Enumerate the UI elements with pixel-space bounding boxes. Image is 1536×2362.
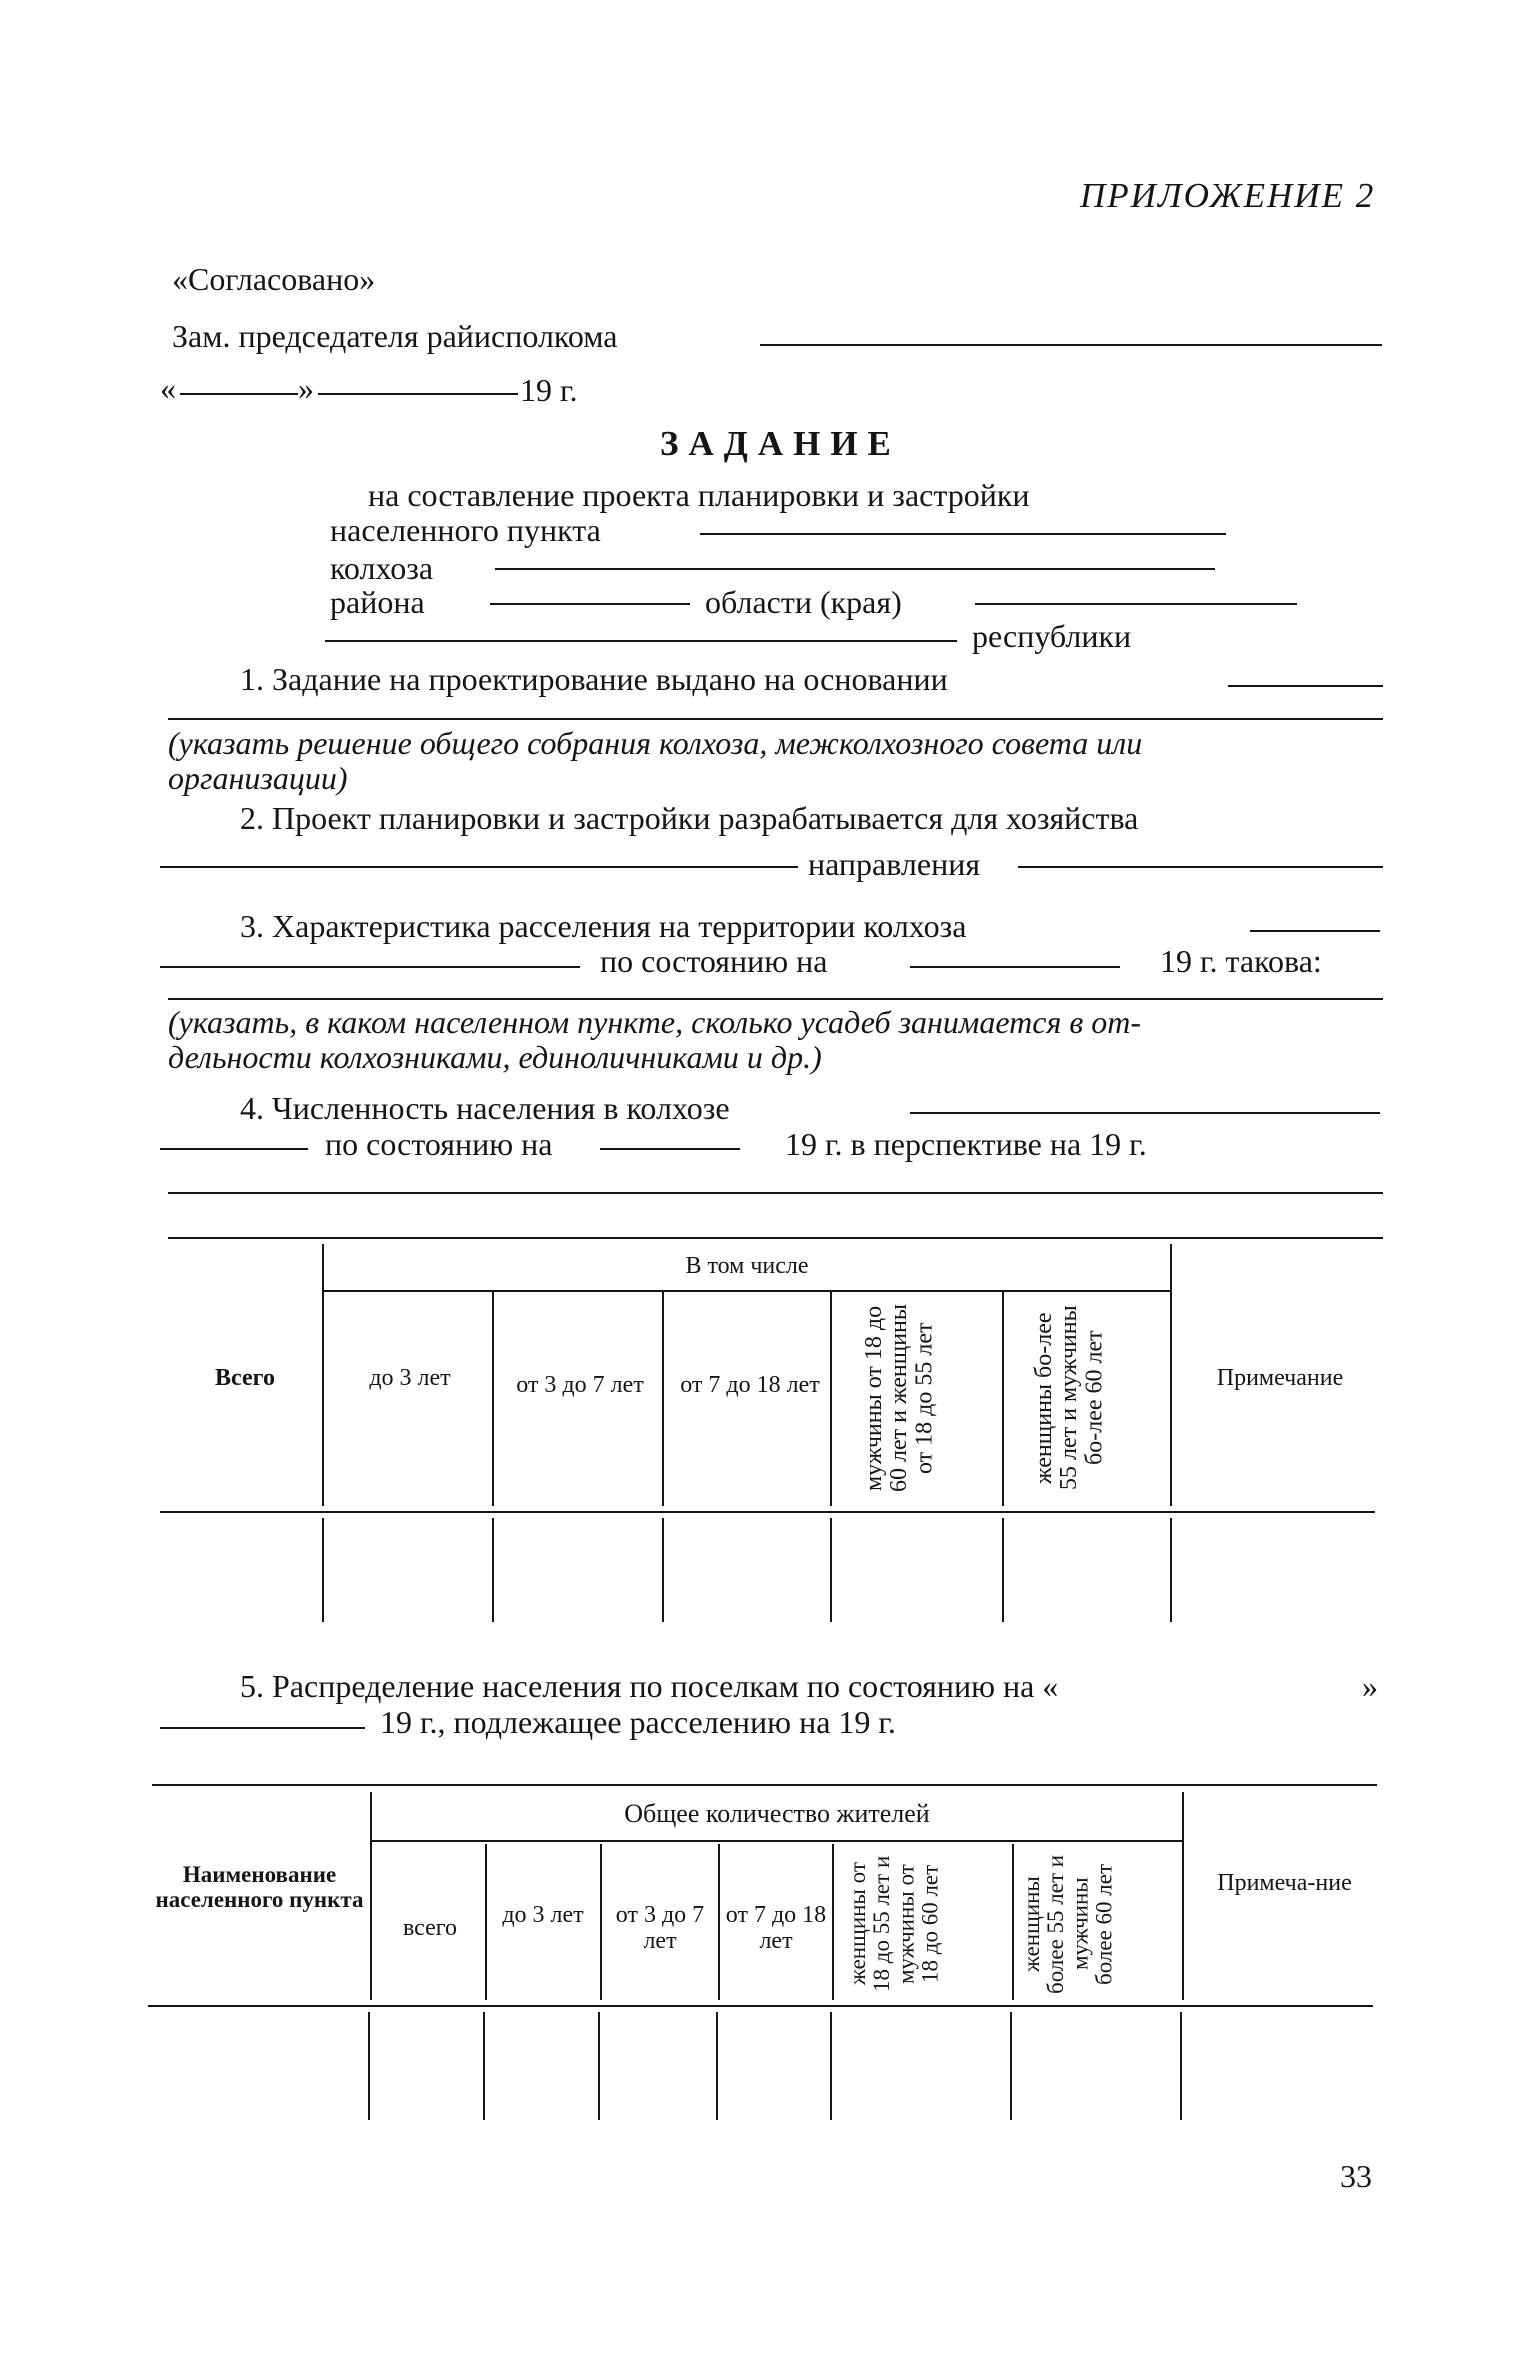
date-quote-open: « [160, 370, 176, 406]
item-3-line [1250, 930, 1380, 932]
table-2-header-working-age: женщины от 18 до 55 лет и мужчины от 18 до 60 лет [845, 1855, 943, 1993]
item-1-note-1: (указать решение общего собрания колхоза, межколхозного совета или [168, 725, 1143, 761]
approved-label: «Согласовано» [172, 261, 376, 297]
table-1-group-rule [324, 1290, 1170, 1292]
table-1-col-divider [492, 1292, 494, 1506]
table-1-body-divider [662, 1518, 664, 1622]
item-2-line-a [160, 866, 798, 868]
item-5-text: 5. Распределение населения по поселкам по состоянию на « [240, 1668, 1059, 1704]
district-label: района [330, 584, 425, 620]
page-number: 33 [1340, 2158, 1372, 2194]
item-2-text: 2. Проект планировки и застройки разрабатывается для хозяйства [240, 800, 1139, 836]
region-line [975, 603, 1297, 605]
table-1-header-group: В том числе [685, 1253, 809, 1279]
item-2-line-b [1018, 866, 1383, 868]
date-day-line [180, 393, 298, 395]
table-1-col-divider [1002, 1292, 1004, 1506]
table-1-header-elderly: женщины бо-лее 55 лет и мужчины бо-лее 60 лет [1031, 1305, 1108, 1491]
table-2-header-settlement-name: Наименование населенного пункта [155, 1862, 364, 1913]
table-1-body-divider [830, 1518, 832, 1622]
item-3-note-2: дельности колхозниками, единоличниками и др.) [168, 1039, 822, 1075]
table-1-header-working-age: мужчины от 18 до 60 лет и женщины от 18 до 55 лет [861, 1304, 938, 1493]
table-1-col-divider [662, 1292, 664, 1506]
table-1-top-rule [168, 1237, 1383, 1239]
table-2-group-rule [372, 1840, 1182, 1842]
table-2-body-divider [598, 2012, 600, 2120]
table-2-header-group: Общее количество жителей [624, 1799, 930, 1828]
item-1-fill-line [168, 718, 1383, 720]
table-2-body-divider [1010, 2012, 1012, 2120]
republic-line [325, 640, 957, 642]
table-2-body-divider [716, 2012, 718, 2120]
item-1-note-2: организации) [168, 760, 348, 796]
deputy-signature-line [760, 344, 1382, 346]
date-month-line [318, 393, 518, 395]
item-4-text: 4. Численность населения в колхозе [240, 1090, 730, 1126]
republic-label: республики [972, 618, 1132, 654]
table-1-body-divider [492, 1518, 494, 1622]
kolkhoz-label: колхоза [330, 550, 434, 586]
item-5-line-a [160, 1727, 365, 1729]
item-3-text: 3. Характеристика расселения на территории колхоза [240, 908, 967, 944]
table-1-header-rule [160, 1511, 1375, 1513]
settlement-line [700, 533, 1226, 535]
item-3-line-a [160, 966, 580, 968]
item-4-date-line [600, 1148, 740, 1150]
table-1-body-divider [1170, 1518, 1172, 1622]
item-5-quote-close: » [1362, 1668, 1378, 1704]
district-line [490, 603, 690, 605]
table-1-col-divider [1170, 1244, 1172, 1506]
table-1-header-note: Примечание [1216, 1365, 1344, 1391]
table-1-header-up-to-3: до 3 лет [369, 1365, 451, 1391]
table-1-header-7-to-18: от 7 до 18 лет [680, 1372, 820, 1398]
table-2-header-rule [148, 2005, 1373, 2007]
table-2-top-rule [152, 1784, 1377, 1786]
date-quote-close: » [298, 370, 314, 406]
item-1-text: 1. Задание на проектирование выдано на основании [240, 661, 948, 697]
kolkhoz-line [495, 568, 1215, 570]
table-2-header-total: всего [402, 1915, 458, 1941]
table-2-header-note: Примеча-ние [1217, 1870, 1352, 1896]
table-2-header-up-to-3: до 3 лет [502, 1902, 584, 1928]
table-1-body-divider [322, 1518, 324, 1622]
item-4-fill-line [168, 1192, 1383, 1194]
intro-line: на составление проекта планировки и застройки [368, 477, 1030, 513]
item-3-state: по состоянию на [600, 943, 828, 979]
item-5-year: 19 г., подлежащее расселению на 19 г. [380, 1704, 896, 1740]
table-1-header-total: Всего [215, 1365, 275, 1391]
table-1-header-3-to-7: от 3 до 7 лет [516, 1372, 644, 1398]
table-1-col-divider [322, 1244, 324, 1506]
item-4-year: 19 г. в перспективе на 19 г. [785, 1126, 1147, 1162]
item-4-state: по состоянию на [325, 1126, 553, 1162]
table-2-col-divider [1012, 1844, 1014, 2000]
table-1-body-divider [1002, 1518, 1004, 1622]
table-2-body-divider [1180, 2012, 1182, 2120]
table-2-body-divider [830, 2012, 832, 2120]
table-2-body-divider [368, 2012, 370, 2120]
document-title: ЗАДАНИЕ [660, 424, 901, 463]
deputy-label: Зам. председателя райисполкома [172, 318, 618, 354]
item-4-line [910, 1112, 1380, 1114]
date-year-suffix: 19 г. [520, 372, 578, 408]
item-3-date-line [910, 966, 1120, 968]
table-2-body-divider [483, 2012, 485, 2120]
table-2-header-3-to-7: от 3 до 7 лет [615, 1902, 705, 1955]
item-1-line [1228, 685, 1383, 687]
table-2-header-elderly: женщины более 55 лет и мужчины более 60 лет [1019, 1854, 1117, 1994]
table-2-header-7-to-18: от 7 до 18 лет [725, 1902, 827, 1955]
table-2-col-divider [832, 1844, 834, 2000]
appendix-label: ПРИЛОЖЕНИЕ 2 [1080, 176, 1376, 215]
table-1-col-divider [830, 1292, 832, 1506]
item-4-line-a [160, 1148, 308, 1150]
item-3-fill-line [168, 998, 1383, 1000]
item-2-direction: направления [808, 846, 981, 882]
item-3-note-1: (указать, в каком населенном пункте, сколько усадеб занимается в от- [168, 1004, 1141, 1040]
table-2-col-divider [1182, 1792, 1184, 2000]
item-3-year: 19 г. такова: [1160, 943, 1322, 979]
region-label: области (края) [705, 584, 902, 620]
settlement-label: населенного пункта [330, 512, 601, 548]
